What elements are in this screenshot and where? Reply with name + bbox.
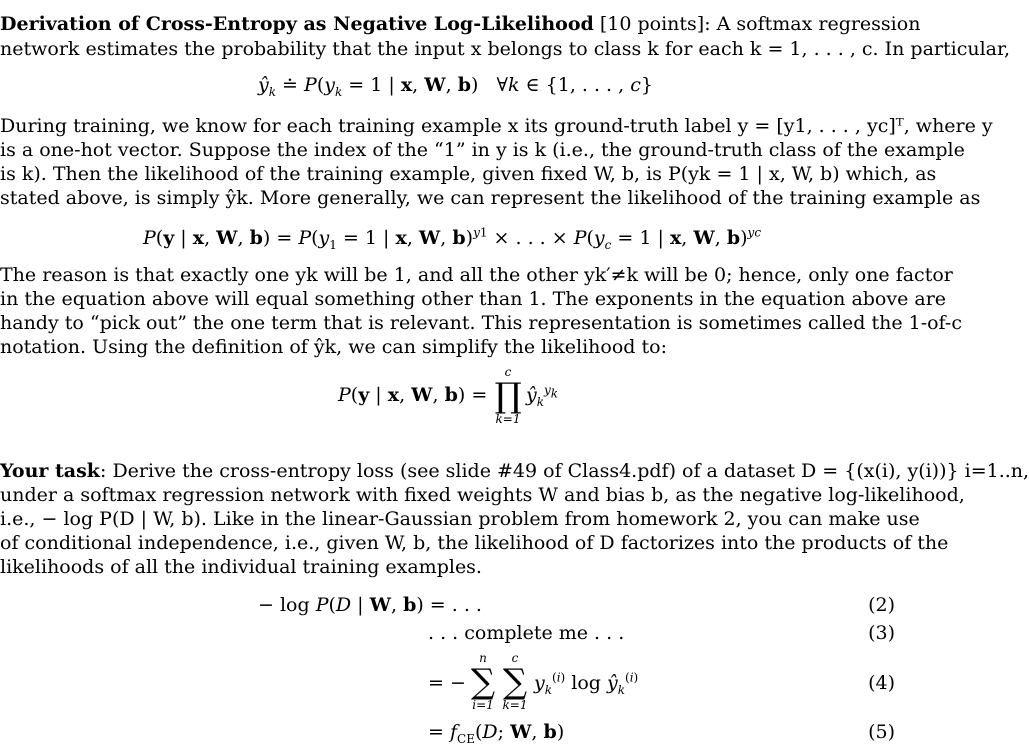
para3-line-2: in the equation above will equal something other than 1. The exponents in the equation above are — [0, 288, 947, 310]
equation-number-5: (5) — [868, 721, 895, 743]
product-symbol: c ∏ k=1 — [494, 365, 522, 426]
intro-line-2-text: network estimates the probability that the input x belongs to class k for each k = 1, . . . , c. In particular, — [0, 38, 1011, 60]
intro-line-1: : A softmax regression — [704, 13, 921, 35]
task-line-1-text: Derive the cross-entropy loss (see slide #49 of Class4.pdf) of a dataset D = {(x(i), y(i))} i=1..n, — [112, 460, 1029, 482]
derivation-final: = $f_{CE}(D$; W, b) — [428, 721, 565, 746]
equation-likelihood-product: P(y | x, W, $b) = P(y_1 = 1$ | x, W, b)$^{y1}$ × . . . × $P(y_c = 1$ | x, W, b)$^{yc}$ — [143, 225, 762, 252]
equation-number-2: (2) — [868, 594, 895, 616]
sum-symbol-k: c ∑ k=1 — [502, 651, 528, 712]
derivation-lhs: − log P(D | W, b) = . . . — [258, 594, 482, 616]
section-title: Derivation of Cross-Entropy as Negative Log-Likelihood — [0, 13, 594, 35]
task-line-3: i.e., − log P(D | W, b). Like in the linear-Gaussian problem from homework 2, you can make use — [0, 508, 920, 530]
yhat-power-term: $ŷ_k^{y_k}$ — [526, 382, 559, 409]
task-label: Your task — [0, 460, 100, 482]
para2-line-3: is k). Then the likelihood of the training example, given fixed W, b, is P(yk = 1 | x, W, b) which, as — [0, 163, 937, 185]
sum-symbol-i: n ∑ i=1 — [470, 651, 496, 712]
equation-yhat-definition: $ŷ_k$ ≐ $P(y_k = 1$ | x, W, b) ∀k ∈ {1, . . . , c} — [258, 74, 653, 99]
equation-number-4: (4) — [868, 672, 895, 694]
para3-line-1: The reason is that exactly one yk will be 1, and all the other yk′≠k will be 0; hence, only one factor — [0, 264, 953, 286]
sum-body: $y_k^{(i)}$ $\log ŷ_k^{(i)}$ — [534, 670, 639, 697]
para2-line-1: During training, we know for each training example x its ground-truth label y = [y1, . . . , yc]ᵀ, where y — [0, 115, 993, 137]
para3-line-4: notation. Using the definition of ŷk, we can simplify the likelihood to: — [0, 336, 667, 358]
intro-line-2 — [0, 38, 1011, 60]
equation-likelihood-prod-simplified: P(y | x, W, b) = — [338, 384, 488, 406]
heading-line — [0, 13, 921, 35]
points-label: [10 points] — [599, 13, 705, 35]
task-line-1: Your task: Derive the cross-entropy loss (see slide #49 of Class4.pdf) of a dataset D = {(x(i), y(i))} i=1..n, — [0, 460, 1029, 482]
task-line-2: under a softmax regression network with fixed weights W and bias b, as the negative log-likelihood, — [0, 484, 965, 506]
para2-line-2: is a one-hot vector. Suppose the index of the “1” in y is k (i.e., the ground-truth class of the example — [0, 139, 965, 161]
complete-me-placeholder: . . . complete me . . . — [428, 622, 625, 644]
task-line-5: likelihoods of all the individual training examples. — [0, 556, 482, 578]
para2-line-4: stated above, is simply ŷk. More generally, we can represent the likelihood of the training example as — [0, 187, 981, 209]
equation-number-3: (3) — [868, 622, 895, 644]
derivation-sum-equals: = − — [428, 672, 466, 694]
para3-line-3: handy to “pick out” the one term that is relevant. This representation is sometimes called the 1-of-c — [0, 312, 962, 334]
task-line-4: of conditional independence, i.e., given W, b, the likelihood of D factorizes into the products of the — [0, 532, 949, 554]
